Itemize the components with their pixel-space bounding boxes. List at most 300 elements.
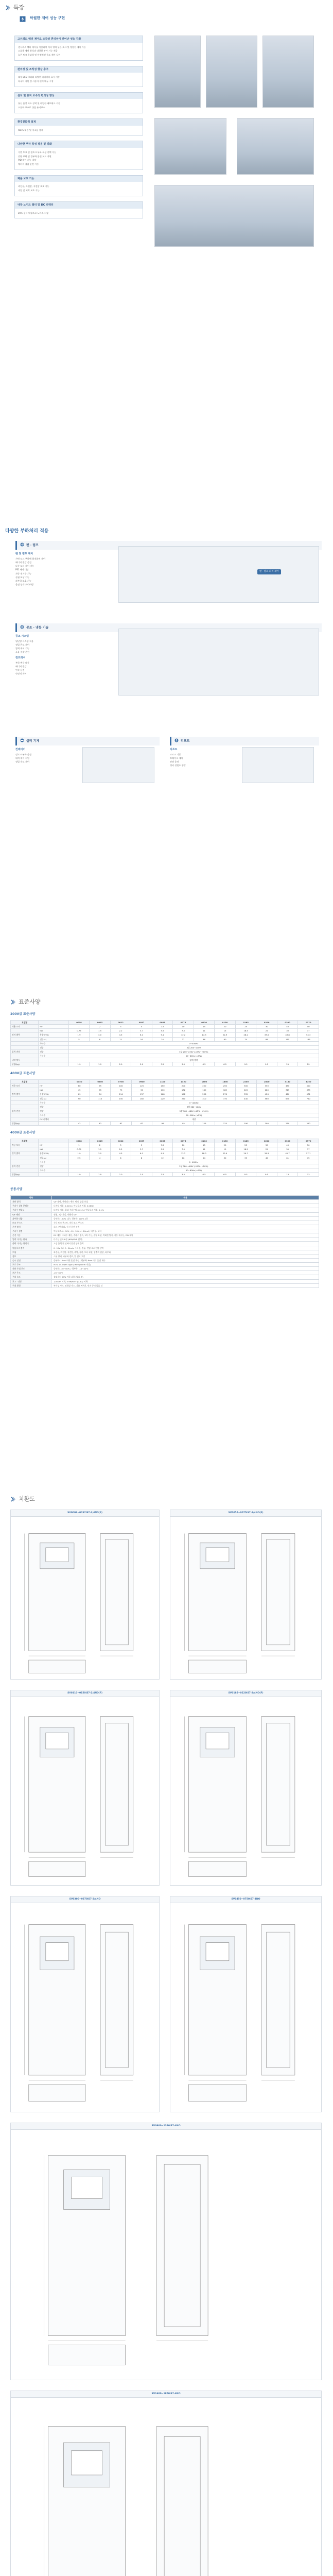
table-header-cell [39, 1139, 68, 1143]
elevator-icon [174, 738, 179, 744]
table-header-cell: 1320 [173, 1080, 194, 1084]
table-cell: 15 [194, 1143, 215, 1147]
table-cell: 29.7 [235, 1151, 256, 1156]
table-row [11, 1279, 319, 1283]
table-cell: 350 [256, 1084, 277, 1088]
table-cell: 260 [173, 1096, 194, 1100]
table-cell: 12 [110, 1037, 131, 1041]
list-item: 에너지 절감 [15, 665, 27, 668]
application-label [170, 737, 319, 745]
table-cell: 0~400Hz [68, 1041, 319, 1045]
table-header-cell: 0022 [110, 1139, 131, 1143]
table-row [11, 1250, 319, 1254]
table-cell: 2.2 [110, 1029, 131, 1033]
list-item: 냉난방 시스템 적용 [15, 639, 34, 642]
table-cell: 중부하: -10~50℃ / 경부하: -10~40℃ [52, 1267, 319, 1271]
table-cell: 276 [215, 1092, 235, 1096]
table-cell: 9.1 [152, 1033, 173, 1037]
table-cell: 5.5 [152, 1147, 173, 1151]
table-header-cell: 0055 [152, 1021, 173, 1025]
table-cell: 내장 [69, 1117, 319, 1122]
table-cell: 60 [69, 1084, 90, 1088]
table-cell: 42 [69, 1122, 90, 1126]
feature-box [14, 118, 143, 135]
table-cell: 3.7 [131, 1147, 152, 1151]
table-cell: 450 [277, 1084, 297, 1088]
dimension-drawing [170, 1517, 322, 1680]
table-cell: 6.1 [131, 1151, 152, 1156]
table-cell: 전류(A) [39, 1037, 68, 1041]
table-cell: 110 [90, 1096, 110, 1100]
table-cell: 28.2 [235, 1033, 256, 1037]
table-cell: 88 [256, 1037, 277, 1041]
table-cell: 168 [152, 1092, 173, 1096]
table-cell: 22.9 [215, 1151, 236, 1156]
feature-item: 과열 및 지락 보호 기능 [18, 189, 40, 192]
table-cell: 중부하: 150% 1분 / 경부하: 120% 1분 [52, 1216, 319, 1221]
table-row [11, 1173, 319, 1177]
drawing-caption: SV0055~0075iS7-2/4NO(F) [170, 1510, 321, 1517]
table-cell: 보호 구조 [11, 1263, 52, 1267]
table-cell: 280 [256, 1088, 277, 1092]
table-cell: 입력 전원 [11, 1109, 39, 1113]
table-header-cell: 0900 [131, 1080, 152, 1084]
table-cell: 아날로그 출력 [11, 1246, 52, 1250]
table-cell: 아날로그: 0~10V, -10~10V, 4~20mA / 디지털: 로더 [52, 1229, 319, 1233]
table-cell: 1.9 [68, 1033, 90, 1037]
snowflake-icon [20, 625, 24, 631]
table-header-cell: 0300 [277, 1139, 298, 1143]
table-row [11, 1117, 319, 1122]
table-cell: V/F 패턴 [11, 1212, 52, 1216]
drawing-card [10, 1510, 160, 1680]
table-cell: 전류(A) [39, 1156, 68, 1160]
table-cell: 45 [256, 1156, 277, 1160]
table-cell: 50~60Hz (±5%) [69, 1113, 319, 1117]
table-cell: V/F 제어, 센서리스 벡터 제어, 슬립 보상 [52, 1200, 319, 1204]
table-cell: 30 [277, 1029, 298, 1033]
table-cell: 29 [277, 1062, 298, 1066]
table-cell: 주파수 설정 [11, 1229, 52, 1233]
table-header-cell: 0150 [215, 1139, 236, 1143]
dimension-drawing [11, 1698, 160, 1886]
table-cell: 전압 [39, 1164, 68, 1168]
table-cell: 34.3 [256, 1151, 277, 1156]
table-cell: 전압 [39, 1105, 69, 1109]
table-cell [11, 1147, 39, 1151]
table-cell: 115 [277, 1037, 298, 1041]
dimension-drawing [170, 1698, 322, 1886]
drawing-outline [206, 1733, 229, 1749]
table-cell: 1.9 [90, 1173, 111, 1177]
table-cell: 1,000m 이하, 5.9m/sec² (0.6G) 이하 [52, 1279, 319, 1283]
drawing-outline [72, 2451, 102, 2475]
drawing-outline [206, 1943, 229, 1961]
feature-box [14, 36, 143, 61]
table-cell: 90 [69, 1096, 90, 1100]
features-list [14, 36, 143, 224]
chevron-right-icon [10, 1497, 15, 1502]
table-cell: 출력 다기능 릴레이 [11, 1242, 52, 1246]
table-row [11, 1283, 319, 1287]
table-cell: 29 [298, 1062, 319, 1066]
spec-table-400v-large [10, 1079, 319, 1126]
table-cell: 수동 토크 부스트, 자동 토크 부스트 [52, 1221, 319, 1225]
table-cell [11, 1160, 39, 1164]
list-item: 안전 운전 [170, 760, 179, 764]
application-list [15, 662, 108, 675]
drawing-outline [46, 1943, 68, 1961]
list-item: 소음 저감 운전 [15, 651, 29, 654]
table-cell: 185 [215, 1088, 235, 1092]
table-cell: 3.7 [131, 1029, 152, 1033]
table-cell: 7.5 [173, 1029, 194, 1033]
spec-table-label: 400V급 표준사양 [10, 1072, 36, 1075]
table-cell: 2.0 [131, 1173, 152, 1177]
table-row [11, 1204, 319, 1208]
table-cell: 2 [90, 1025, 111, 1029]
table-row [11, 1109, 319, 1113]
table-cell: 정격 출력 [11, 1033, 39, 1037]
table-cell: 236 [194, 1092, 215, 1096]
table-cell: 137 [131, 1092, 152, 1096]
table-cell: 95 [173, 1122, 194, 1126]
table-cell: 50 [298, 1025, 319, 1029]
table-cell: 18.3 [194, 1151, 215, 1156]
table-cell: 강제 냉각 [68, 1058, 319, 1062]
drawing-body [11, 1517, 159, 1679]
table-cell: 75 [90, 1084, 110, 1088]
table-cell: 과부하 내량 [11, 1216, 52, 1221]
table-row [11, 1058, 319, 1062]
table-row [11, 1221, 319, 1225]
bolt-icon [20, 16, 26, 22]
table-cell: 3 [110, 1025, 131, 1029]
table-cell: 주파수 [39, 1160, 68, 1164]
table-cell: 로더 / 단자대 / 통신 운전 선택 [52, 1225, 319, 1229]
table-cell [11, 1054, 39, 1058]
table-header-cell: 0008 [68, 1139, 90, 1143]
table-cell: 6 [110, 1156, 131, 1160]
table-row [11, 1045, 319, 1049]
table-cell: 2.0 [110, 1173, 131, 1177]
table-cell: 2.5 [68, 1156, 90, 1160]
table-cell: 95 [152, 1122, 173, 1126]
table-cell: 보존 온도 [11, 1271, 52, 1275]
table-row [11, 1160, 319, 1164]
table-cell: 2.0 [131, 1062, 152, 1066]
table-cell: 50 [298, 1143, 319, 1147]
list-item: 정지 정밀도 향상 [170, 764, 186, 767]
drawing-body [11, 1904, 159, 2112]
table-cell: 8 [90, 1037, 111, 1041]
application-sub: 팬 및 펌프 제어 [15, 552, 33, 556]
feature-box-title: 편의성 및 조작성 향상 추구 [15, 66, 143, 73]
table-cell: 571 [298, 1092, 319, 1096]
table-cell: 16 [173, 1156, 194, 1160]
table-header-cell: 2800 [256, 1080, 277, 1084]
table-cell: 43.8 [277, 1033, 298, 1037]
drawing-card [170, 1510, 322, 1680]
table-cell: 250 [215, 1084, 235, 1088]
table-cell: kW [39, 1147, 68, 1151]
list-item: 압력 제어 기능 [15, 647, 29, 650]
table-cell: 중량(kg) [11, 1062, 39, 1066]
table-cell [11, 1088, 39, 1092]
drawing-outline [29, 2084, 85, 2101]
table-cell: IP20, UL Open Type / IP00 (90kW 이상) [52, 1263, 319, 1267]
features-headline [5, 15, 328, 25]
application-sub: 컨베이어 [15, 748, 26, 752]
lift-photo [242, 747, 314, 783]
product-photo [154, 185, 314, 247]
table-cell: 100 [111, 1084, 131, 1088]
table-cell: 12 [152, 1156, 173, 1160]
list-item: 정토크 부하 운전 [15, 753, 31, 756]
feature-item: EMC 필터 내장으로 노이즈 저감 [18, 211, 49, 214]
features-headline-text: 탁월한 제어 성능 구현 [30, 15, 65, 20]
table-cell: 중부하: 15ms 이내 운전 계속 / 경부하: 8ms 이내 운전 계속 [52, 1258, 319, 1262]
table-row [11, 1088, 319, 1092]
list-item: 브레이크 제어 [170, 757, 183, 760]
spec-table-200v [10, 1020, 319, 1066]
feature-item: 통신 옵션 카드 장착 및 다양한 네트워크 지원 [18, 102, 61, 105]
table-row [11, 1041, 319, 1045]
drawing-caption: SV0008~0037iS7-2/4NO(F) [11, 1510, 159, 1517]
table-cell: 3.5 [152, 1062, 173, 1066]
table-cell: 1.9 [68, 1173, 90, 1177]
table-cell: 2 [90, 1143, 111, 1147]
table-row [11, 1084, 319, 1088]
list-item: 에너지 절감 운전 [15, 561, 31, 564]
table-cell: 주파수 [39, 1113, 69, 1117]
drawing-caption: SV0110~0150iS7-2/4NO(F) [11, 1690, 159, 1697]
table-cell: 440 [236, 1096, 256, 1100]
table-header-cell: 모델명 [11, 1021, 39, 1025]
spec-table-label: 400V급 표준사양 [10, 1131, 36, 1134]
table-cell: -20~65℃ [52, 1271, 319, 1275]
table-cell: HP [39, 1025, 68, 1029]
table-cell: 198 [173, 1092, 194, 1096]
table-cell: 12.2 [173, 1151, 194, 1156]
table-cell [11, 1045, 39, 1049]
application-list [15, 640, 108, 654]
table-cell: HP [39, 1143, 68, 1147]
table-row [11, 1229, 319, 1233]
table-cell: 17.5 [194, 1033, 215, 1037]
table-row [11, 1049, 319, 1054]
table-row [11, 1037, 319, 1041]
table-cell: 9.5 [256, 1062, 277, 1066]
table-cell: 7.5 [152, 1025, 173, 1029]
table-header-cell: 2200 [236, 1080, 256, 1084]
table-cell: 60 [215, 1037, 236, 1041]
table-cell: 370 [215, 1096, 235, 1100]
table-header-cell: 0550 [90, 1080, 110, 1084]
feature-box [14, 66, 143, 87]
application-list [170, 753, 232, 767]
table-cell: DC 리액터 [39, 1117, 69, 1122]
drawing-caption: SV0900~1320iS7-4NO [11, 2123, 321, 2130]
table-cell: 0~12V DC, 0~24mA: 주파수, 전류, 전압, DC 전압 선택 [52, 1246, 319, 1250]
table-cell [11, 1105, 39, 1109]
list-item: 정밀 온도 제어 [15, 643, 29, 647]
table-cell: 40 [277, 1025, 298, 1029]
table-header-cell: 0015 [90, 1139, 111, 1143]
table-row [11, 1054, 319, 1058]
table-row [11, 1267, 319, 1271]
table-cell: 6.5 [194, 1062, 215, 1066]
table-cell: 적용 모터 [11, 1025, 39, 1029]
table-cell: 426 [256, 1092, 277, 1096]
dimension-drawing [11, 1517, 160, 1680]
table-cell: 32 [173, 1037, 194, 1041]
feature-box [14, 92, 143, 113]
table-header-cell: 0075 [173, 1021, 194, 1025]
table-cell: 190 [236, 1122, 256, 1126]
table-row [11, 1233, 319, 1238]
table-cell: 30 [215, 1156, 236, 1160]
table-cell: 42 [90, 1122, 110, 1126]
drawing-body [170, 1904, 321, 2112]
drawing-caption: SV0185~0220iS7-2/4NO(F) [170, 1690, 321, 1697]
table-cell: 정격 출력 [11, 1092, 39, 1096]
table-cell: 전압 [39, 1049, 68, 1054]
table-row [11, 1263, 319, 1267]
table-cell [11, 1041, 39, 1045]
feature-item: 대형 LCD 로더와 다양한 파라미터 표시 기능 [18, 76, 60, 79]
table-cell [11, 1096, 39, 1100]
table-cell: 150 [152, 1084, 173, 1088]
table-cell: 0.75 [68, 1029, 90, 1033]
table-cell: 57.1 [298, 1151, 319, 1156]
table-cell: 20 [215, 1143, 236, 1147]
spec-table-label: 200V급 표준사양 [10, 1012, 36, 1016]
table-cell: 220 [152, 1096, 173, 1100]
table-cell: kW [39, 1088, 69, 1092]
table-header-cell [39, 1080, 69, 1084]
table-cell: 주파수 [39, 1168, 68, 1172]
feature-box-title: 환경친화적 설계 [15, 119, 143, 126]
table-header-cell: 0037 [131, 1021, 152, 1025]
table-cell: 110 [152, 1088, 173, 1092]
drawing-caption: SV1600~1850iS7-4NO [11, 2391, 321, 2398]
list-item: 안정적 제어 [15, 672, 27, 675]
table-cell: 15 [194, 1025, 215, 1029]
table-cell: 190 [256, 1122, 277, 1126]
drawing-outline [46, 1548, 68, 1562]
list-item: 정밀 속도 제어 [15, 760, 29, 764]
table-cell: 125 [131, 1084, 152, 1088]
table-cell: 용량(kVA) [39, 1033, 68, 1037]
table-cell: 주파수 설정 분해능 [11, 1204, 52, 1208]
drawing-card [10, 2391, 322, 2576]
table-cell: 디지털 지령: 0.01Hz / 아날로그 지령: 0.06Hz [52, 1204, 319, 1208]
table-cell: 6.5 [215, 1062, 236, 1066]
dimension-drawing [11, 1904, 160, 2113]
list-item: 연속 운전 [15, 669, 25, 672]
table-cell: 300 [236, 1084, 256, 1088]
dimension-drawing [11, 2130, 322, 2381]
table-cell: 1 [68, 1025, 90, 1029]
table-cell: 13 [298, 1173, 319, 1177]
feature-item: 고효율 제어 방식과 다양한 부가 기능 제공 [18, 49, 58, 53]
table-cell: 69 [69, 1092, 90, 1096]
table-cell: 67 [131, 1122, 152, 1126]
application-list [15, 557, 108, 586]
table-cell: 37 [298, 1147, 319, 1151]
standard-section-title: 표준사양 [19, 998, 41, 1005]
application-label-text: 설비 기계 [26, 739, 40, 743]
table-cell: 3.0 [90, 1033, 111, 1037]
table-cell: 250 [298, 1122, 319, 1126]
table-cell: 750 [298, 1096, 319, 1100]
drawing-body [11, 2398, 321, 2576]
table-row [11, 1225, 319, 1229]
table-cell: 250 [194, 1084, 215, 1088]
features-area [0, 15, 333, 543]
table-cell: 22 [256, 1029, 277, 1033]
table-cell: 주파수 [39, 1100, 69, 1105]
table-cell: 630 [277, 1096, 297, 1100]
table-cell: 7.5 [152, 1143, 173, 1147]
table-cell: 트립 [11, 1250, 52, 1254]
product-photo [154, 118, 226, 175]
table-cell: 75 [111, 1088, 131, 1092]
table-cell: 표고 · 진동 [11, 1279, 52, 1283]
drawings-section-header [5, 1492, 40, 1506]
application-block [15, 623, 322, 676]
table-row [11, 1092, 319, 1096]
table-cell: 선형, 2승 저감, 사용자 V/F [52, 1212, 319, 1216]
table-row [11, 1105, 319, 1109]
table-cell: 경보 [11, 1254, 52, 1258]
table-row [11, 1271, 319, 1275]
table-cell: 용량(kVA) [39, 1092, 69, 1096]
table-cell: 33.5 [256, 1033, 277, 1037]
table-cell: 2.0 [110, 1062, 131, 1066]
table-cell: 1 [68, 1143, 90, 1147]
table-cell: 45.7 [277, 1151, 298, 1156]
drawing-outline [188, 1660, 246, 1673]
table-cell: 3상 200~230V (-15%~+10%) [68, 1049, 319, 1054]
table-cell: 4.5 [110, 1033, 131, 1037]
table-header-cell: 모델명 [11, 1139, 39, 1143]
feature-item: 에너지 절감 운전 기능 [18, 162, 39, 165]
feature-box [14, 141, 143, 170]
table-cell [11, 1100, 39, 1105]
feature-item: 다국어 지원 및 사용자 편의 메뉴 구성 [18, 80, 54, 83]
table-cell: 스톨 방지, 과부하 경보, 열 센서 고장 [52, 1254, 319, 1258]
drawing-outline [206, 1548, 229, 1562]
list-item: PID 제어 내장 [15, 568, 29, 571]
standard-section-header [5, 994, 46, 1009]
table-cell: 5 [68, 1037, 90, 1041]
table-cell: 다기능 단자 8점 (NPN/PNP 선택) [52, 1238, 319, 1242]
table-cell: 15 [215, 1147, 236, 1151]
table-cell: 200 [173, 1084, 194, 1088]
feature-item: 모듈화 구조로 쉬운 유지보수 [18, 106, 45, 109]
table-header-cell [39, 1021, 68, 1025]
table-cell: 9.1 [152, 1151, 173, 1156]
table-row [11, 1200, 319, 1204]
table-header-cell: 0370 [298, 1021, 319, 1025]
product-photo [237, 118, 314, 175]
table-row [11, 1025, 319, 1029]
table-cell: 3.5 [173, 1062, 194, 1066]
table-cell: 적용 모터 [11, 1143, 39, 1147]
table-cell: 10 [173, 1143, 194, 1147]
